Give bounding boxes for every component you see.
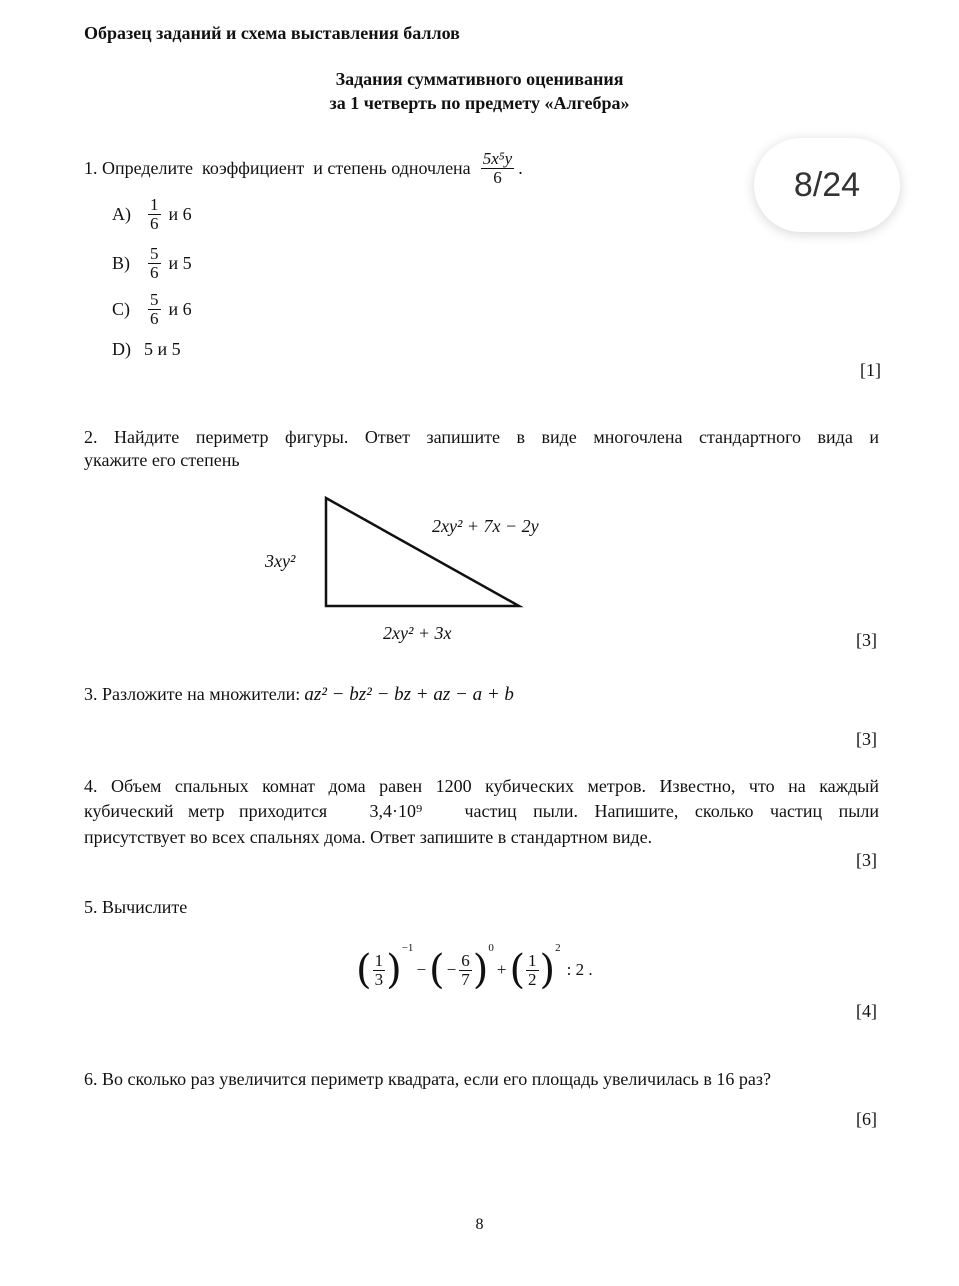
paren-close: ) <box>472 947 489 993</box>
question-5-score: [4] <box>856 1001 877 1021</box>
question-1-text: 1. Определите коэффициент и степень одночлена <box>84 158 471 179</box>
question-5-text: 5. Вычислите <box>84 897 188 917</box>
option-b-tail: и 5 <box>168 252 192 273</box>
expr-fraction-2-num: 6 <box>461 950 470 970</box>
question-2-line1: 2. Найдите периметр фигуры. Ответ запишите в виде многочлена стандартного вида и <box>84 427 879 447</box>
question-1-score: [1] <box>860 360 881 380</box>
option-d-tail: 5 и 5 <box>144 338 181 359</box>
page-indicator-badge[interactable]: 8/24 <box>754 138 900 232</box>
document-title-line1: Задания суммативного оценивания <box>335 69 624 89</box>
question-4-line2 <box>84 800 879 823</box>
monomial-denominator: 6 <box>493 167 502 187</box>
question-4-line3: присутствует во всех спальнях дома. Ответ запишите в стандартном виде. <box>84 827 653 847</box>
expr-fraction-2-sign: − <box>446 960 457 979</box>
expr-tail: : 2 . <box>566 960 593 979</box>
question-3-text: 3. Разложите на множители: <box>84 684 301 704</box>
paren-close: ) <box>386 947 402 993</box>
question-4-line1: 4. Объем спальных комнат дома равен 1200 кубических метров. Известно, что на каждый <box>84 776 879 796</box>
expr-fraction-1-den: 3 <box>374 969 384 989</box>
question-2-score: [3] <box>856 630 877 650</box>
expr-fraction-1 <box>373 952 386 989</box>
question-5-expression <box>356 940 593 1000</box>
option-b-numerator: 5 <box>150 243 159 263</box>
expr-power-3: 2 <box>555 942 561 954</box>
right-triangle-shape <box>326 498 519 606</box>
option-a-letter: A) <box>112 203 131 224</box>
option-d-letter: D) <box>112 338 131 359</box>
question-4-line2-start: кубический метр приходится <box>84 801 328 821</box>
paren-open: ( <box>356 947 372 993</box>
question-3-score: [3] <box>856 729 877 749</box>
option-c-numerator: 5 <box>150 289 159 309</box>
option-a-denominator: 6 <box>150 213 159 233</box>
question-3-expression: az² − bz² − bz + az − a + b <box>304 684 514 705</box>
option-a-tail: и 6 <box>168 203 192 224</box>
option-c-letter: C) <box>112 298 130 319</box>
triangle-side-left: 3xy² <box>265 551 296 571</box>
option-a-numerator: 1 <box>150 194 159 214</box>
triangle-side-bottom: 2xy² + 3x <box>383 623 452 643</box>
document-title-line2: за 1 четверть по предмету «Алгебра» <box>329 93 630 113</box>
question-3 <box>84 683 514 707</box>
question-6-score: [6] <box>856 1109 877 1129</box>
option-c-denominator: 6 <box>150 308 159 328</box>
expr-op-2: + <box>496 960 507 979</box>
expr-power-1: −1 <box>401 942 414 954</box>
page-number: 8 <box>475 1216 484 1233</box>
question-4-line2-end: частиц пыли. Напишите, сколько частиц пыли <box>464 801 879 821</box>
option-c-tail: и 6 <box>168 298 192 319</box>
paren-close: ) <box>539 947 556 993</box>
document-header: Образец заданий и схема выставления баллов <box>84 23 460 43</box>
monomial-numerator: 5x⁵y <box>482 149 513 168</box>
triangle-side-hypotenuse: 2xy² + 7x − 2y <box>432 516 539 536</box>
option-b-denominator: 6 <box>150 262 159 282</box>
expr-fraction-3 <box>526 952 539 989</box>
paren-open: ( <box>509 947 526 993</box>
question-2-line2: укажите его степень <box>84 450 240 470</box>
expr-fraction-1-num: 1 <box>374 950 384 970</box>
paren-open: ( <box>429 947 445 993</box>
question-1: 1. Определите коэффициент и степень одночлена $\frac{\text{5x⁵y}}{6}$ . <box>84 149 523 187</box>
expr-fraction-2-den: 7 <box>461 969 470 989</box>
expr-fraction-3-den: 2 <box>528 969 537 989</box>
question-4-score: [3] <box>856 850 877 870</box>
expr-op-1: − <box>416 960 427 979</box>
question-4-particle-count: 3,4·10⁹ <box>369 801 423 821</box>
expr-power-2: 0 <box>488 942 494 954</box>
expr-fraction-2 <box>459 952 472 989</box>
expr-fraction-3-num: 1 <box>528 950 537 970</box>
question-6-text: 6. Во сколько раз увеличится периметр квадрата, если его площадь увеличилась в 16 раз? <box>84 1069 771 1089</box>
option-b-letter: B) <box>112 252 130 273</box>
